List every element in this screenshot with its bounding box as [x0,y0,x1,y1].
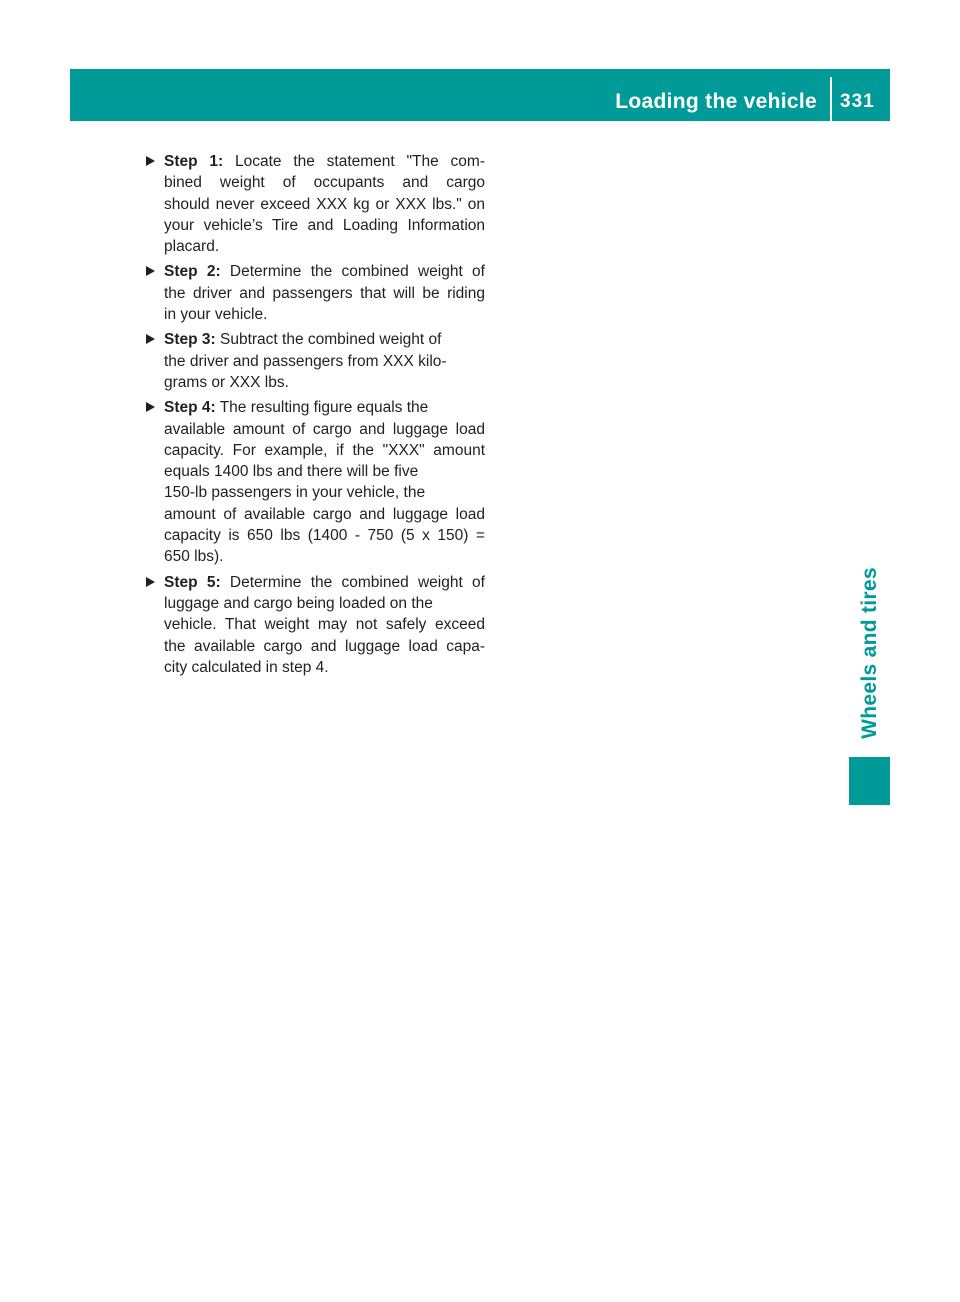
step-label: Step 1: [164,153,224,170]
step-line: your vehicle’s Tire and Loading Information [164,216,485,234]
step-label: Step 2: [164,263,221,281]
step-line: vehicle. That weight may not safely exceed [164,616,485,634]
step-line: placard. [164,238,220,256]
step-line: city calculated in step 4. [164,658,329,676]
step-text: Determine the combined weight of [229,263,485,281]
step-arrow-icon [146,156,155,166]
step-line: capacity is 650 lbs (1400 - 750 (5 x 150) = [164,527,485,545]
step-3 [145,329,485,393]
step-label: Step 4: [164,399,216,417]
step-line: the available cargo and luggage load capa- [164,637,485,655]
step-line [164,329,485,350]
step-line [164,261,485,282]
step-1 [145,151,485,257]
step-line: should never exceed XXX kg or XXX lbs." on [164,195,485,213]
step-4 [145,397,485,567]
chapter-tab-marker [849,757,890,805]
step-arrow-icon [146,266,155,276]
chapter-tab-label: Wheels and tires [857,567,881,739]
page-number: 331 [840,91,875,112]
step-text: The resulting figure equals the [219,399,429,417]
step-arrow-icon [146,577,155,587]
step-line [164,572,485,593]
step-text: Locate the statement "The com- [234,153,485,170]
step-label: Step 3: [164,331,216,349]
step-line [164,151,485,172]
step-text: Subtract the combined weight of [220,331,442,349]
step-line: bined weight of occupants and cargo [164,174,485,192]
step-line: in your vehicle. [164,306,268,324]
section-title: Loading the vehicle [615,90,817,113]
page-header [70,69,890,121]
step-line [164,397,485,418]
step-line: amount of available cargo and luggage load [164,505,485,523]
step-line: the driver and passengers that will be riding [164,284,485,302]
step-2 [145,261,485,325]
step-line: luggage and cargo being loaded on the [164,594,433,612]
chapter-tab [849,555,890,751]
header-separator [830,77,832,121]
step-arrow-icon [146,334,155,344]
step-label: Step 5: [164,573,221,591]
step-line: 650 lbs). [164,548,224,566]
step-arrow-icon [146,402,155,412]
step-line: 150-lb passengers in your vehicle, the [164,484,426,502]
step-text: Determine the combined weight of [229,573,485,591]
step-line: equals 1400 lbs and there will be five [164,463,419,481]
step-line: the driver and passengers from XXX kilo- [164,352,447,370]
step-5 [145,572,485,678]
step-line: available amount of cargo and luggage load [164,420,485,438]
steps-list [145,151,485,682]
step-line: grams or XXX lbs. [164,373,289,391]
step-line: capacity. For example, if the "XXX" amount [164,441,485,459]
